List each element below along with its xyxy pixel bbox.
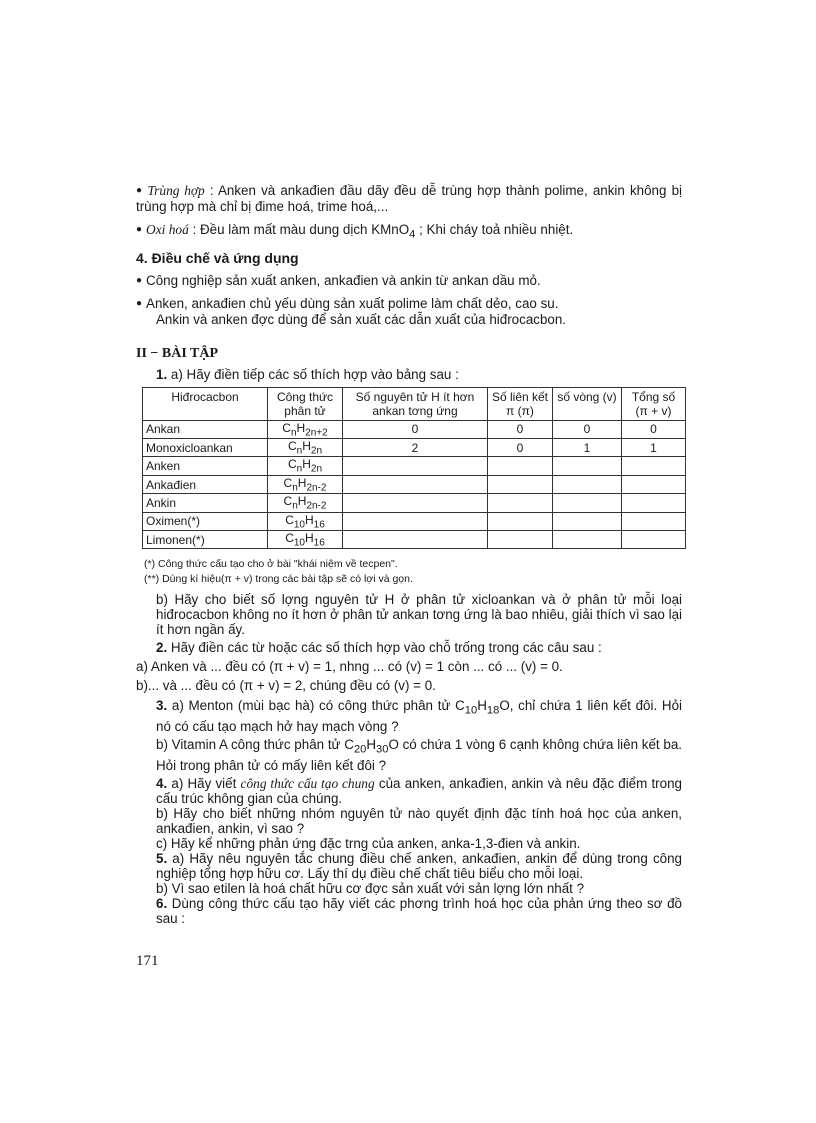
bullet-icon: ●: [136, 185, 144, 196]
col-header: Hiđrocacbon: [143, 387, 268, 420]
formula-c: C: [287, 457, 297, 472]
q3b-text: b) Vitamin A công thức phân tử C: [156, 737, 354, 753]
cell-name: Ankan: [143, 420, 268, 438]
cell-rings: [553, 512, 622, 530]
formula-h: H: [305, 512, 314, 527]
question-4a: [136, 776, 682, 806]
formula-c: C: [285, 512, 294, 527]
formula-c: C: [283, 494, 293, 509]
formula-sub: n: [296, 445, 303, 457]
question-4c: c) Hãy kể những phản ứng đặc trng của anken, anka-1,3-đien và ankin.: [156, 835, 581, 851]
cell-total: [622, 457, 686, 475]
col-header: Số nguyên tử H ít hơn ankan tơng ứng: [343, 387, 488, 420]
formula-sub: n: [290, 427, 297, 439]
cell-rings: [553, 475, 622, 493]
question-3a: [136, 698, 682, 734]
q3a-text: a) Menton (mùi bạc hà) có công thức phân tử C: [167, 698, 465, 714]
bullet-icon: ●: [136, 274, 143, 286]
cell-h-less: [343, 457, 488, 475]
note-1: (*) Công thức cấu tạo cho ở bài "khái niệm về tecpen".: [144, 558, 398, 571]
table-header-row: [143, 387, 686, 420]
cell-formula: [268, 512, 343, 530]
cell-total: [622, 475, 686, 493]
cell-rings: [553, 457, 622, 475]
formula-sub: 16: [313, 537, 325, 549]
question-3b: [136, 737, 682, 773]
cell-name: Anken: [143, 457, 268, 475]
q4a-italic: công thức cấu tạo chung: [240, 775, 375, 791]
q6-text: Dùng công thức cấu tạo hãy viết các phơng trình hoá học của phản ứng theo sơ đồ sau :: [156, 895, 682, 926]
cell-rings: [553, 531, 622, 549]
formula-sub: 2n: [310, 463, 323, 475]
formula-c: C: [287, 439, 297, 454]
cell-h-less: 0: [343, 420, 488, 438]
cell-pi-bonds: [488, 531, 553, 549]
cell-name: Oximen(*): [143, 512, 268, 530]
q3b-text-post: O có chứa 1 vòng 6 cạnh không chứa liên kết ba. Hỏi trong phân tử có mấy liên kết đôi ?: [156, 737, 682, 773]
q3a-text-post: O, chỉ chứa 1 liên kết đôi. Hỏi nó có cấu tạo mạch hở hay mạch vòng ?: [156, 698, 682, 735]
table-row: [143, 512, 686, 530]
sub-4: 4: [409, 228, 416, 241]
formula-sub: 10: [293, 519, 305, 531]
table-row: [143, 420, 686, 438]
sub: 18: [486, 705, 500, 718]
cell-formula: [268, 457, 343, 475]
text-derivatives: Ankin và anken đợc dùng để sản xuất các dẫn xuất của hiđrocacbon.: [156, 311, 567, 327]
bullet-industry: [136, 273, 682, 289]
cell-rings: 0: [553, 420, 622, 438]
cell-total: 1: [622, 439, 686, 457]
cell-h-less: [343, 494, 488, 512]
term-oxidation: Oxi hoá: [146, 222, 189, 237]
q3a-h: H: [477, 698, 487, 714]
text-oxidation-b: ; Khi cháy toả nhiều nhiệt.: [415, 222, 574, 237]
formula-c: C: [285, 531, 294, 546]
cell-h-less: 2: [343, 439, 488, 457]
formula-sub: 16: [313, 519, 325, 531]
cell-formula: [268, 420, 343, 438]
cell-rings: [553, 494, 622, 512]
cell-total: [622, 494, 686, 512]
text-polymer-use: Anken, ankađien chủ yếu dùng sản xuất polime làm chất dẻo, cao su.: [146, 295, 559, 311]
table-row: [143, 531, 686, 549]
section-heading-4: 4. Điều chế và ứng dụng: [136, 249, 299, 266]
question-4b: b) Hãy cho biết những nhóm nguyên tử nào quyết định đặc tính hoá học của anken, ankađien, ankin, vì sao ?: [156, 805, 682, 836]
cell-pi-bonds: [488, 494, 553, 512]
cell-pi-bonds: 0: [488, 420, 553, 438]
note-2: (**) Dùng kí hiệu(π + v) trong các bài tập sẽ có lợi và gọn.: [144, 573, 413, 586]
page-number: 171: [136, 953, 159, 969]
text-polymerization: : Anken và ankađien đầu dãy đều dễ trùng hợp thành polime, ankin không bị trùng hợp mà chỉ bị đime hoá, trime hoá,...: [136, 183, 682, 214]
formula-sub: n: [296, 463, 303, 475]
formula-c: C: [283, 475, 293, 490]
formula-sub: n: [292, 500, 298, 512]
cell-formula: [268, 439, 343, 457]
question-5b: b) Vì sao etilen là hoá chất hữu cơ đợc sản xuất với sản lợng lớn nhất ?: [156, 880, 585, 896]
cell-h-less: [343, 531, 488, 549]
formula-sub: 2n-2: [306, 500, 327, 512]
q3-number: 3.: [156, 698, 168, 714]
q4a-text: a) Hãy viết: [167, 775, 241, 791]
cell-formula: [268, 494, 343, 512]
table-row: [143, 439, 686, 457]
question-2a: a) Anken và ... đều có (π + v) = 1, nhng ... có (v) = 1 còn ... có ... (v) = 0.: [136, 659, 563, 675]
text-industry: Công nghiệp sản xuất anken, ankađien và ankin từ ankan dầu mỏ.: [146, 272, 541, 288]
formula-h: H: [305, 531, 314, 546]
q3b-h: H: [366, 737, 377, 753]
q1-text: a) Hãy điền tiếp các số thích hợp vào bảng sau :: [167, 366, 459, 382]
formula-h: H: [296, 420, 306, 435]
formula-h: H: [302, 439, 311, 454]
q1-number: 1.: [156, 366, 168, 382]
cell-total: [622, 531, 686, 549]
formula-sub: n: [292, 482, 298, 494]
q6-number: 6.: [156, 895, 168, 911]
formula-sub: 10: [293, 537, 305, 549]
question-1b: b) Hãy cho biết số lợng nguyên tử H ở phân tử xicloankan và ở phân tử mỗi loại hiđrocacbon không no ít hơn ở phân tử ankan tơng ứng là bao nhiêu, giải thích vì sao lại ít hơn ngần ấy.: [156, 592, 682, 638]
q2-text: Hãy điền các từ hoặc các số thích hợp vào chỗ trống trong các câu sau :: [167, 640, 602, 656]
q4-number: 4.: [156, 775, 168, 791]
cell-pi-bonds: 0: [488, 439, 553, 457]
question-2: [136, 640, 682, 655]
question-5a: [136, 851, 682, 881]
q5-number: 5.: [156, 850, 168, 866]
col-header: Số liên kết π (π): [488, 387, 553, 420]
col-header: Công thức phân tử: [268, 387, 343, 420]
col-header: số vòng (v): [553, 387, 622, 420]
page-content: [136, 183, 682, 926]
cell-name: Ankin: [143, 494, 268, 512]
sub: 20: [353, 743, 367, 756]
cell-pi-bonds: [488, 475, 553, 493]
col-header: Tổng số (π + v): [622, 387, 686, 420]
q5a-text: a) Hãy nêu nguyên tắc chung điều chế anken, ankađien, ankin để dùng trong công nghiệp tổng hợp hữu cơ. Lấy thí dụ điều chế chất tiêu biểu cho mỗi loại.: [156, 850, 682, 881]
cell-name: Monoxicloankan: [143, 439, 268, 457]
cell-formula: [268, 475, 343, 493]
cell-h-less: [343, 512, 488, 530]
bullet-polymerization: [136, 183, 682, 215]
formula-sub: 2n-2: [306, 482, 327, 494]
cell-pi-bonds: [488, 457, 553, 475]
bullet-icon: ●: [136, 297, 143, 309]
cell-h-less: [343, 475, 488, 493]
formula-h: H: [297, 494, 307, 509]
table-notes: [136, 557, 682, 587]
cell-name: Ankađien: [143, 475, 268, 493]
hydrocarbon-table: [142, 387, 686, 550]
sub: 30: [376, 743, 389, 756]
cell-formula: [268, 531, 343, 549]
sub: 10: [464, 705, 478, 718]
exercise-heading: II − BÀI TẬP: [136, 345, 219, 361]
cell-name: Limonen(*): [143, 531, 268, 549]
question-2b: b)... và ... đều có (π + v) = 2, chúng đều có (v) = 0.: [136, 678, 436, 694]
table-row: [143, 494, 686, 512]
bullet-icon: ●: [136, 224, 143, 235]
question-1a: [136, 367, 682, 382]
bullet-oxidation: [136, 222, 682, 243]
text-oxidation-a: : Đều làm mất màu dung dịch KMnO: [192, 222, 410, 237]
formula-h: H: [297, 475, 307, 490]
q2-number: 2.: [156, 640, 168, 656]
formula-h: H: [302, 457, 311, 472]
q4a-text-post: của anken, ankađien, ankin và nêu đặc điểm trong cấu trúc không gian của chúng.: [156, 775, 682, 806]
bullet-polymer-use: [136, 296, 682, 312]
table-row: [143, 457, 686, 475]
formula-sub: 2n+2: [305, 427, 328, 439]
formula-sub: 2n: [310, 445, 323, 457]
formula-c: C: [282, 420, 291, 435]
table-row: [143, 475, 686, 493]
cell-total: [622, 512, 686, 530]
cell-pi-bonds: [488, 512, 553, 530]
question-6: [136, 896, 682, 926]
cell-total: 0: [622, 420, 686, 438]
term-polymerization: Trùng hợp: [147, 183, 205, 198]
cell-rings: 1: [553, 439, 622, 457]
